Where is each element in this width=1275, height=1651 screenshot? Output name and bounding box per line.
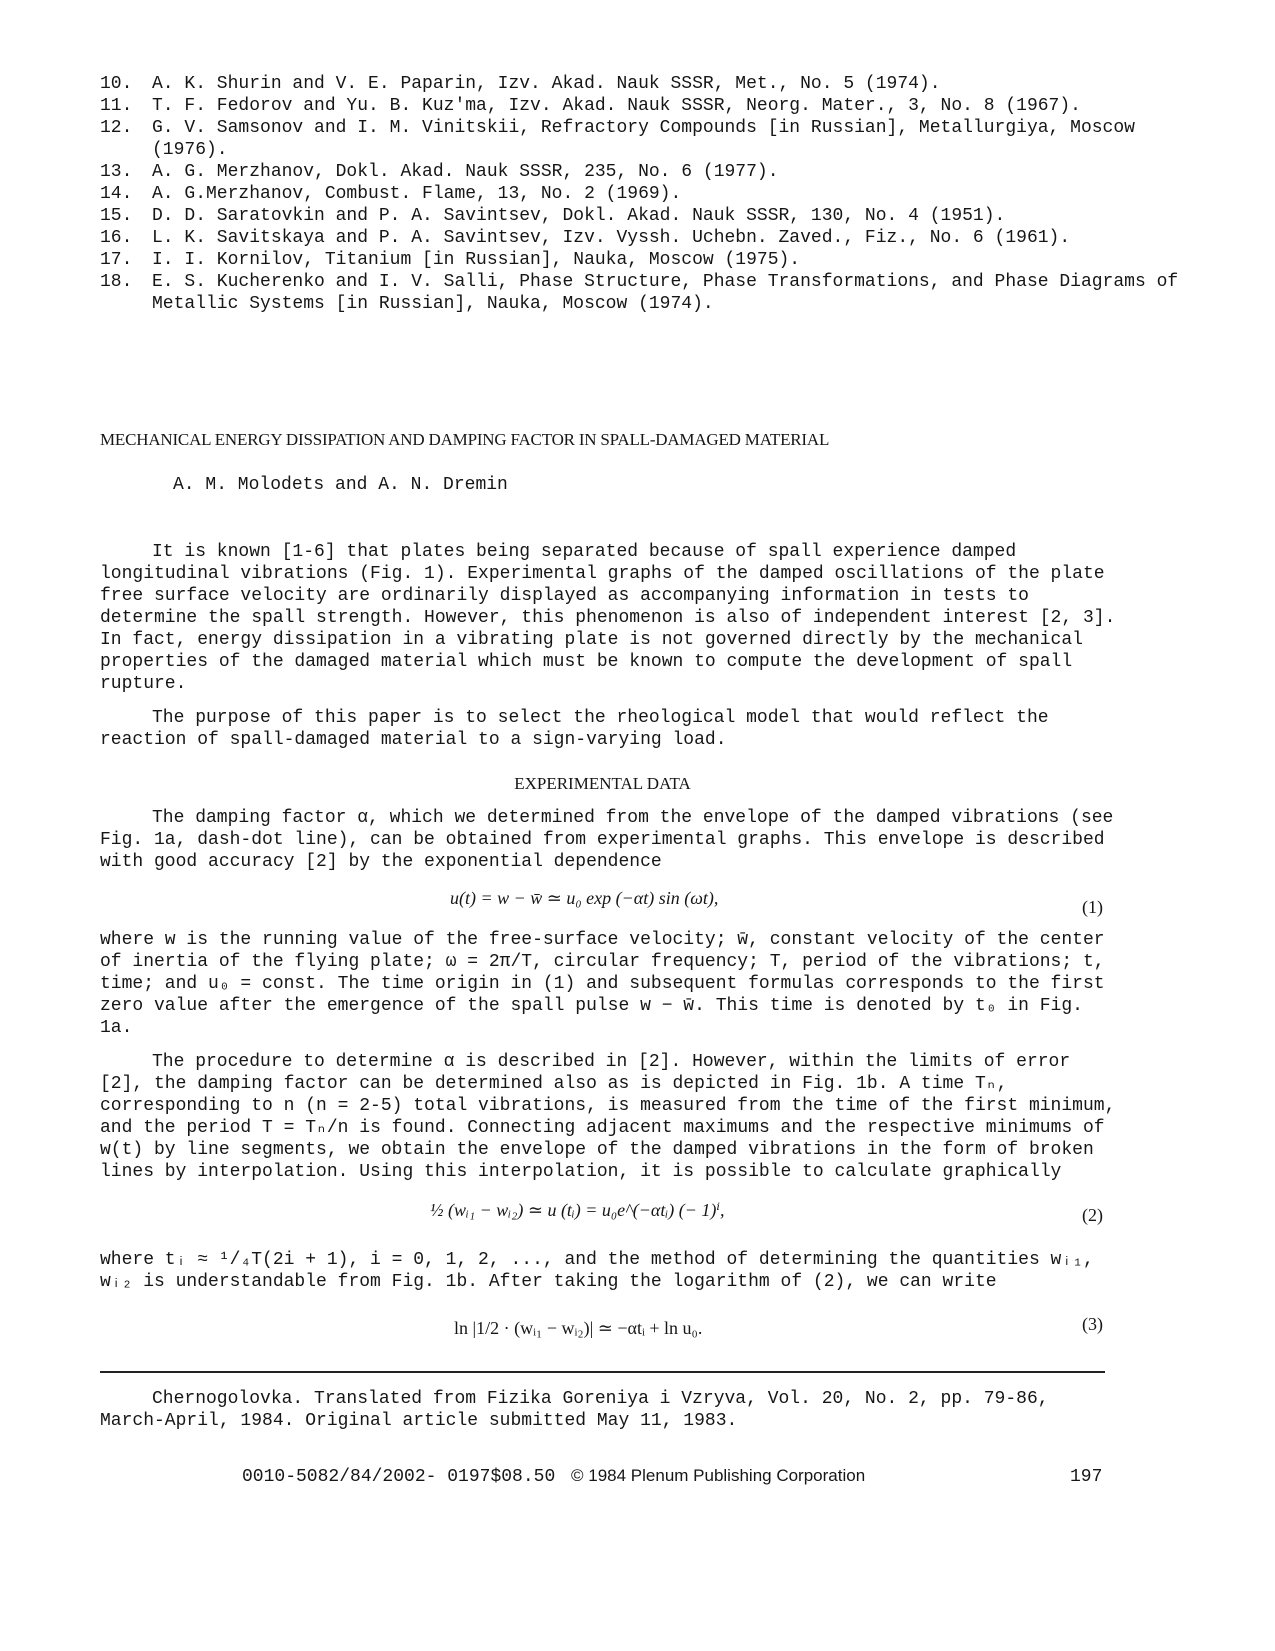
page-number: 197: [1070, 1467, 1103, 1487]
article-authors: A. M. Molodets and A. N. Dremin: [173, 475, 508, 495]
equation-1: u(t) = w − w̄ ≃ u₀ exp (−αt) sin (ωt),: [450, 888, 719, 908]
reference-item: [100, 161, 1200, 183]
reference-text: A. G.Merzhanov, Combust. Flame, 13, No. 2 (1969).: [152, 184, 682, 204]
paragraph-intro: It is known [1-6] that plates being separated because of spall experience damped longitudinal vibrations (Fig. 1). Experimental graphs of the damped oscillations of the plate free surface velocity are ordinarily displayed as accompanying information in tests to determine the spall strength. However, this phenomenon is also of independent interest [2, 3]. In fact, energy dissipation in a vibrating plate is not governed directly by the mechanical properties of the damaged material which must be known to compute the development of spall rupture.: [100, 542, 1116, 694]
reference-text: I. I. Kornilov, Titanium [in Russian], Nauka, Moscow (1975).: [152, 250, 801, 270]
reference-number: 16.: [100, 228, 133, 248]
footer-code: 0010-5082/84/2002- 0197$08.50: [242, 1467, 556, 1487]
reference-item: [100, 271, 1200, 315]
reference-text: L. K. Savitskaya and P. A. Savintsev, Izv. Vyssh. Uchebn. Zaved., Fiz., No. 6 (1961).: [152, 228, 1071, 248]
reference-item: [100, 249, 1200, 271]
footnote: Chernogolovka. Translated from Fizika Goreniya i Vzryva, Vol. 20, No. 2, pp. 79-86, March-April, 1984. Original article submitted May 11, 1983.: [100, 1389, 1049, 1431]
reference-number: 17.: [100, 250, 133, 270]
paragraph-procedure: The procedure to determine α is described in [2]. However, within the limits of error [2], the damping factor can be determined also as is depicted in Fig. 1b. A time Tₙ, corresponding to n (n = 2-5) total vibrations, is measured from the time of the first minimum, and the period T = Tₙ/n is found. Connecting adjacent maximums and the respective minimums of w(t) by line segments, we obtain the envelope of the damped vibrations in the form of broken lines by interpolation. Using this interpolation, it is possible to calculate graphically: [100, 1052, 1116, 1182]
equation-2-number: (2): [1082, 1205, 1103, 1225]
paragraph-variables: where w is the running value of the free-surface velocity; w̄, constant velocity of the center of inertia of the flying plate; ω = 2π/T, circular frequency; T, period of the vibrations; t, time; and u₀ = const. The time origin in (1) and subsequent formulas corresponds to the first zero value after the emergence of the spall pulse w − w̄. This time is denoted by t₀ in Fig. 1a.: [100, 930, 1105, 1038]
reference-item: [100, 95, 1200, 117]
reference-number: 13.: [100, 162, 133, 182]
reference-item: [100, 73, 1200, 95]
reference-list: [100, 73, 1200, 315]
reference-number: 12.: [100, 118, 133, 138]
footer-copyright: © 1984 Plenum Publishing Corporation: [571, 1466, 866, 1485]
reference-text: A. G. Merzhanov, Dokl. Akad. Nauk SSSR, 235, No. 6 (1977).: [152, 162, 779, 182]
paragraph-purpose: The purpose of this paper is to select the rheological model that would reflect the reaction of spall-damaged material to a sign-varying load.: [100, 708, 1049, 750]
paragraph-damping-factor: The damping factor α, which we determined from the envelope of the damped vibrations (see Fig. 1a, dash-dot line), can be obtained from experimental graphs. This envelope is described with good accuracy [2] by the exponential dependence: [100, 808, 1114, 872]
reference-number: 18.: [100, 272, 133, 292]
equation-1-number: (1): [1082, 897, 1103, 917]
reference-item: [100, 117, 1200, 161]
reference-number: 14.: [100, 184, 133, 204]
equation-3: ln |1/2 · (wᵢ₁ − wᵢ₂)| ≃ −αtᵢ + ln u₀.: [454, 1318, 703, 1338]
reference-text: D. D. Saratovkin and P. A. Savintsev, Dokl. Akad. Nauk SSSR, 130, No. 4 (1951).: [152, 206, 1006, 226]
reference-text: A. K. Shurin and V. E. Paparin, Izv. Akad. Nauk SSSR, Met., No. 5 (1974).: [152, 74, 941, 94]
reference-text: T. F. Fedorov and Yu. B. Kuz'ma, Izv. Akad. Nauk SSSR, Neorg. Mater., 3, No. 8 (1967).: [152, 96, 1081, 116]
reference-item: [100, 183, 1200, 205]
reference-number: 10.: [100, 74, 133, 94]
reference-text: G. V. Samsonov and I. M. Vinitskii, Refractory Compounds [in Russian], Metallurgiya, Moscow (1976).: [152, 118, 1135, 160]
reference-number: 15.: [100, 206, 133, 226]
footnote-divider: [100, 1371, 1105, 1373]
paragraph-logarithm: where tᵢ ≈ ¹/₄T(2i + 1), i = 0, 1, 2, ..., and the method of determining the quantities wᵢ₁, wᵢ₂ is understandable from Fig. 1b. After taking the logarithm of (2), we can write: [100, 1250, 1094, 1292]
reference-item: [100, 227, 1200, 249]
section-heading: EXPERIMENTAL DATA: [514, 774, 691, 793]
reference-number: 11.: [100, 96, 133, 116]
equation-3-number: (3): [1082, 1314, 1103, 1334]
equation-2: ½ (wᵢ₁ − wᵢ₂) ≃ u (tᵢ) = u₀e^(−αtᵢ) (− 1)ⁱ,: [430, 1200, 725, 1220]
article-title: MECHANICAL ENERGY DISSIPATION AND DAMPING FACTOR IN SPALL-DAMAGED MATERIAL: [100, 430, 830, 449]
reference-item: [100, 205, 1200, 227]
reference-text: E. S. Kucherenko and I. V. Salli, Phase Structure, Phase Transformations, and Phase Diagrams of Metallic Systems [in Russian], Nauka, Moscow (1974).: [152, 272, 1179, 314]
